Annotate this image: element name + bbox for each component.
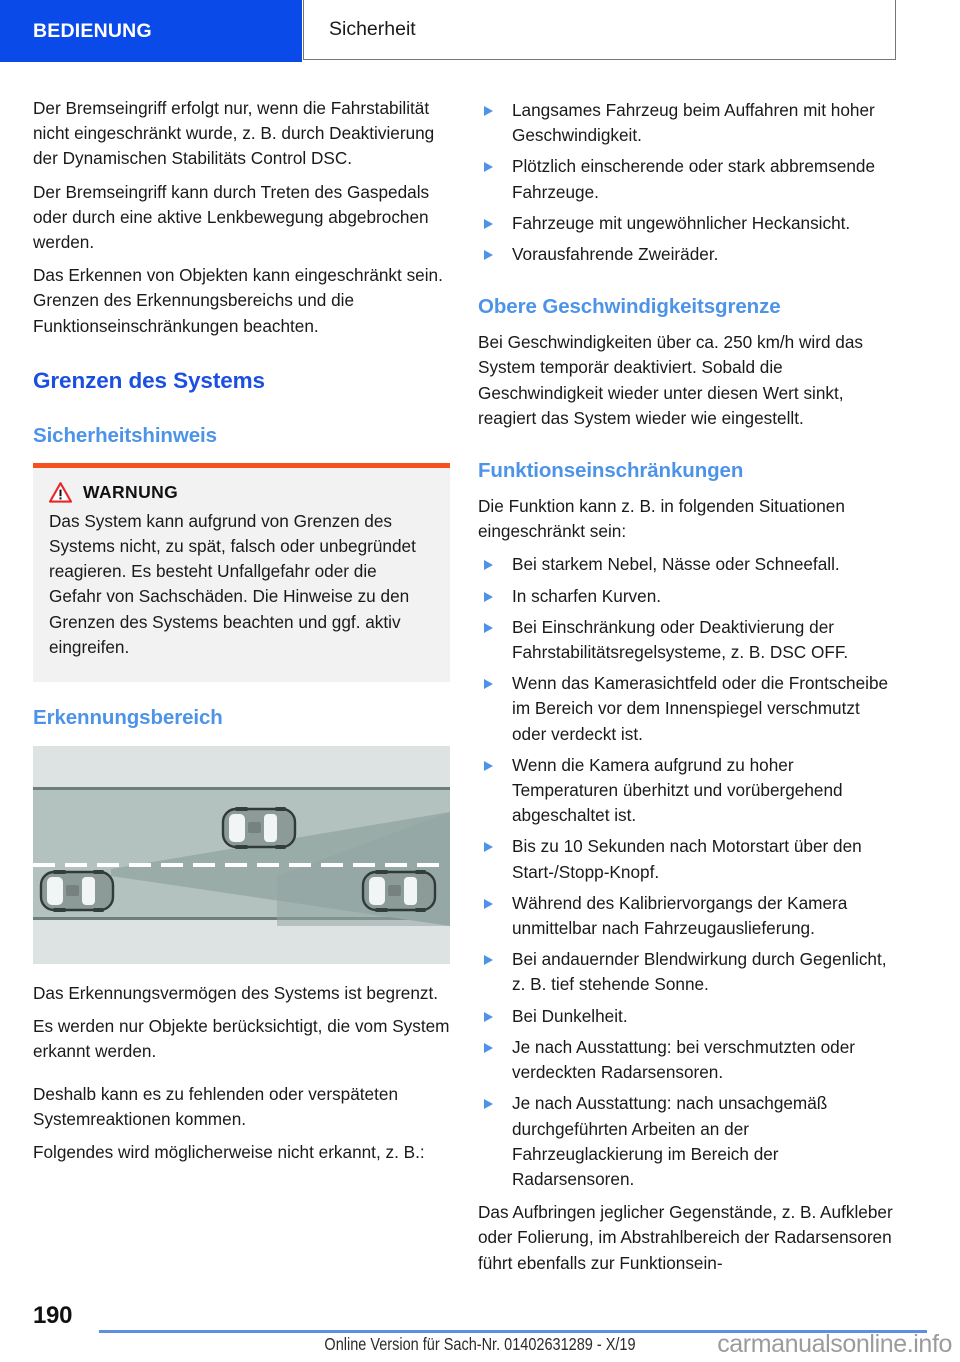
heading-obere-geschwindigkeitsgrenze: Obere Geschwindigkeitsgrenze xyxy=(478,295,781,319)
chapter-label: BEDIENUNG xyxy=(33,19,152,42)
list-item-label: In scharfen Kurven. xyxy=(512,585,662,606)
list-item-label: Bei Dunkelheit. xyxy=(512,1005,628,1026)
list-item xyxy=(478,154,895,204)
list-item-label: Während des Kalibriervorgangs der Kamera unmittelbar nach Fahrzeugauslieferung. xyxy=(512,892,848,939)
list-item xyxy=(478,552,895,577)
section-banner xyxy=(303,0,896,60)
paragraph: Das Aufbringen jeglicher Gegenstände, z. B. Aufkleber oder Folierung, im Abstrahlbereich der Radarsensoren führt ebenfalls zur Funktionsein- xyxy=(478,1202,893,1273)
paragraph: Der Bremseingriff erfolgt nur, wenn die Fahrstabilität nicht eingeschränkt wurde, z. B. durch Deaktivierung der Dynamischen Stabilitäts Control DSC. xyxy=(33,98,435,169)
footer-note: Online Version für Sach-Nr. 01402631289 - X/19 xyxy=(324,1336,636,1355)
triangle-bullet-icon xyxy=(484,592,493,602)
list-item-label: Langsames Fahrzeug beim Auffahren mit hoher Geschwindigkeit. xyxy=(512,100,875,146)
list-item-label: Je nach Ausstattung: nach unsachgemäß durchgeführten Arbeiten an der Fahrzeuglackierung im Bereich der Radarsensoren. xyxy=(512,1093,828,1189)
heading-erkennungsbereich: Erkennungsbereich xyxy=(33,706,223,730)
list-item xyxy=(478,584,895,609)
triangle-bullet-icon xyxy=(484,761,493,771)
list-item-label: Bis zu 10 Sekunden nach Motorstart über den Start-/Stopp-Knopf. xyxy=(512,836,862,882)
paragraph: Der Bremseingriff kann durch Treten des Gaspedals oder durch eine aktive Lenkbewegung abgebrochen werden. xyxy=(33,181,430,253)
paragraph: Das Erkennen von Objekten kann eingeschränkt sein. Grenzen des Erkennungsbereichs und die Funktionseinschränkungen beachten. xyxy=(33,265,443,336)
list-item xyxy=(478,211,895,236)
triangle-bullet-icon xyxy=(484,219,493,229)
list-item xyxy=(478,753,895,829)
heading-funktionseinschraenkungen: Funktionseinschränkungen xyxy=(478,459,744,483)
chapter-banner xyxy=(0,0,302,62)
page-number: 190 xyxy=(33,1302,73,1329)
list-item xyxy=(478,947,895,997)
heading-sicherheitshinweis: Sicherheitshinweis xyxy=(33,423,217,447)
triangle-bullet-icon xyxy=(484,1043,493,1053)
triangle-bullet-icon xyxy=(484,560,493,570)
list-item xyxy=(478,615,895,665)
list-item-label: Vorausfahrende Zweiräder. xyxy=(512,244,719,265)
triangle-bullet-icon xyxy=(484,955,493,965)
list-item xyxy=(478,1035,895,1085)
right-column xyxy=(478,96,895,1284)
heading-grenzen-des-systems: Grenzen des Systems xyxy=(33,367,265,393)
list-item xyxy=(478,1091,895,1192)
list-item-label: Bei Einschränkung oder Deaktivierung der Fahrstabilitätsregelsysteme, z. B. DSC OFF. xyxy=(512,616,849,663)
list-item xyxy=(478,891,895,941)
list-item-label: Fahrzeuge mit ungewöhnlicher Heckansicht. xyxy=(512,212,851,233)
car-right-icon xyxy=(363,870,435,912)
triangle-bullet-icon xyxy=(484,679,493,689)
paragraph: Folgendes wird möglicherweise nicht erkannt, z. B.: xyxy=(33,1142,425,1163)
paragraph: Bei Geschwindigkeiten über ca. 250 km/h wird das System temporär deaktiviert. Sobald die Geschwindigkeit wieder unter diesen Wert sinkt, reagiert das System wieder wie eingestellt. xyxy=(478,332,864,428)
list-item-label: Plötzlich einscherende oder stark abbremsende Fahrzeuge. xyxy=(512,156,876,202)
list-item-label: Bei starkem Nebel, Nässe oder Schneefall. xyxy=(512,554,840,575)
warning-header xyxy=(49,482,434,503)
triangle-bullet-icon xyxy=(484,899,493,909)
list-item-label: Je nach Ausstattung: bei verschmutzten oder verdeckten Radarsensoren. xyxy=(512,1036,855,1083)
watermark: carmanualsonline.info xyxy=(717,1330,952,1358)
list-item xyxy=(478,98,895,148)
triangle-bullet-icon xyxy=(484,250,493,260)
triangle-bullet-icon xyxy=(484,106,493,116)
detection-range-figure xyxy=(33,746,450,964)
paragraph: Die Funktion kann z. B. in folgenden Situationen eingeschränkt sein: xyxy=(478,496,845,542)
list-item-label: Bei andauernder Blendwirkung durch Gegenlicht, z. B. tief stehende Sonne. xyxy=(512,949,887,995)
triangle-bullet-icon xyxy=(484,162,493,172)
warning-box xyxy=(33,463,450,682)
warning-title: WARNUNG xyxy=(83,481,179,502)
section-label: Sicherheit xyxy=(329,18,416,40)
warning-text: Das System kann aufgrund von Grenzen des Systems nicht, zu spät, falsch oder unbegründet reagieren. Es besteht Unfallgefahr oder die Gefahr von Sachschäden. Die Hinweise zu den Grenzen des Systems beachten und ggf. aktiv eingreifen. xyxy=(49,510,416,657)
list-item xyxy=(478,834,895,884)
triangle-bullet-icon xyxy=(484,623,493,633)
list-item-label: Wenn die Kamera aufgrund zu hoher Temperaturen überhitzt und vorübergehend abgeschaltet ist. xyxy=(512,754,843,826)
left-column xyxy=(33,96,450,1173)
bullet-list-undetected xyxy=(478,98,895,267)
car-ego-icon xyxy=(41,870,113,912)
car-middle-icon xyxy=(223,807,295,849)
paragraph: Das Erkennungsvermögen des Systems ist begrenzt. xyxy=(33,983,439,1004)
warning-triangle-icon xyxy=(49,482,72,503)
list-item-label: Wenn das Kamerasichtfeld oder die Frontscheibe im Bereich vor dem Innenspiegel verschmutzt oder verdeckt ist. xyxy=(512,673,889,744)
page-header xyxy=(0,0,960,62)
triangle-bullet-icon xyxy=(484,1099,493,1109)
bullet-list-limitations xyxy=(478,552,895,1192)
triangle-bullet-icon xyxy=(484,842,493,852)
list-item xyxy=(478,1004,895,1029)
triangle-bullet-icon xyxy=(484,1012,493,1022)
page-footer xyxy=(0,1300,960,1362)
list-item xyxy=(478,671,895,747)
paragraph: Es werden nur Objekte berücksichtigt, die vom System erkannt werden. xyxy=(33,1016,450,1062)
paragraph: Deshalb kann es zu fehlenden oder verspäteten Systemreaktionen kommen. xyxy=(33,1083,399,1129)
list-item xyxy=(478,242,895,267)
